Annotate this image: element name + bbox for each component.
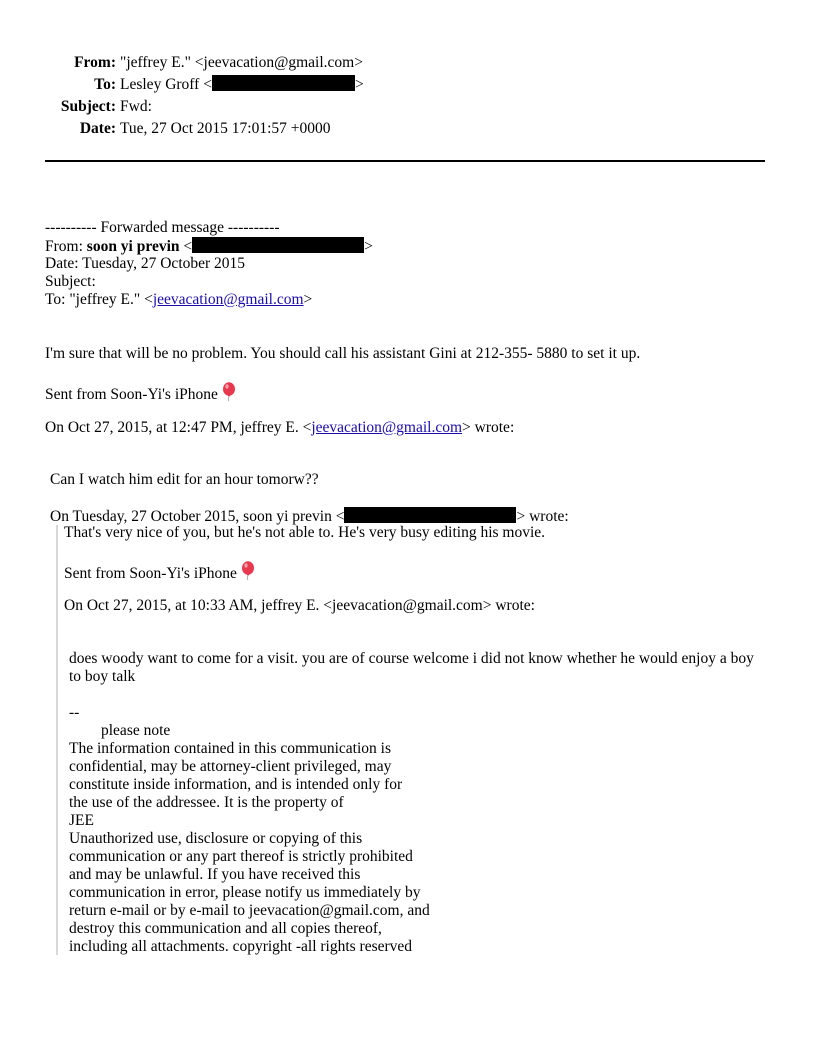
header-from-row <box>0 52 816 74</box>
quote-bar <box>56 525 58 955</box>
reply-1-signature <box>45 382 770 403</box>
forward-to-close: > <box>303 291 313 308</box>
balloon-icon <box>222 382 236 407</box>
attribution-suffix: > wrote: <box>462 419 515 436</box>
from-label: From: <box>74 54 116 71</box>
header-divider <box>45 160 765 162</box>
reply-2-signature <box>64 561 774 582</box>
message-2-text: Can I watch him edit for an hour tomorw?? <box>50 471 319 488</box>
disclaimer-block <box>69 740 769 956</box>
disclaimer-line: The information contained in this communication is <box>69 740 391 757</box>
message-2-attribution <box>50 507 775 525</box>
to-name: Lesley Groff < <box>120 76 212 93</box>
signature-separator: -- <box>69 704 80 721</box>
reply-2-text: That's very nice of you, but he's not able to. He's very busy editing his movie. <box>64 524 546 541</box>
forward-date-line: Date: Tuesday, 27 October 2015 <box>45 255 246 272</box>
balloon-icon <box>241 561 255 586</box>
disclaimer-line: Unauthorized use, disclosure or copying of this <box>69 830 363 847</box>
to-value <box>120 74 364 96</box>
original-message <box>69 650 769 956</box>
signature-text: Sent from Soon-Yi's iPhone <box>45 386 218 403</box>
please-note: please note <box>101 722 171 739</box>
date-label: Date: <box>79 120 116 137</box>
forward-from-name: soon yi previn <box>86 238 180 255</box>
disclaimer-line: return e-mail or by e-mail to jeevacation@gmail.com, and <box>69 902 430 919</box>
header-subject-row <box>0 96 816 118</box>
email-header <box>0 52 816 140</box>
reply-2-attribution: On Oct 27, 2015, at 10:33 AM, jeffrey E. <jeevacation@gmail.com> wrote: <box>64 597 535 614</box>
signature-text: Sent from Soon-Yi's iPhone <box>64 565 237 582</box>
reply-1 <box>45 345 770 437</box>
reply-2 <box>64 524 774 615</box>
redaction-bar <box>192 237 364 253</box>
forwarded-message <box>45 219 770 309</box>
header-date-row <box>0 118 816 140</box>
disclaimer-line: communication in error, please notify us immediately by <box>69 884 421 901</box>
disclaimer-line: constitute inside information, and is intended only for <box>69 776 403 793</box>
redaction-bar <box>212 75 355 91</box>
disclaimer-line: destroy this communication and all copies thereof, <box>69 920 382 937</box>
to-close: > <box>354 76 364 93</box>
reply-1-text: I'm sure that will be no problem. You should call his assistant Gini at 212-355- 5880 to set it up. <box>45 345 641 362</box>
subject-label: Subject: <box>60 98 116 115</box>
attribution-email-link[interactable]: jeevacation@gmail.com <box>311 419 463 436</box>
attribution-suffix: > wrote: <box>516 508 569 525</box>
disclaimer-line: and may be unlawful. If you have received this <box>69 866 361 883</box>
disclaimer-line: communication or any part thereof is strictly prohibited <box>69 848 413 865</box>
disclaimer-line: including all attachments. copyright -all rights reserved <box>69 938 413 955</box>
to-label: To: <box>94 76 116 93</box>
forward-from-open: < <box>179 238 193 255</box>
header-to-row <box>0 74 816 96</box>
disclaimer-line: the use of the addressee. It is the property of <box>69 794 344 811</box>
reply-1-attribution <box>45 419 770 437</box>
forward-from-line <box>45 237 770 255</box>
date-value: Tue, 27 Oct 2015 17:01:57 +0000 <box>120 120 331 137</box>
attribution-prefix: On Tuesday, 27 October 2015, soon yi previn < <box>50 508 345 525</box>
disclaimer-line: JEE <box>69 812 94 829</box>
forward-divider: ---------- Forwarded message ---------- <box>45 219 280 236</box>
forward-to-line <box>45 291 770 309</box>
forward-from-prefix: From: <box>45 238 87 255</box>
redaction-bar <box>344 507 516 523</box>
forward-subject-line: Subject: <box>45 273 96 290</box>
disclaimer-line: confidential, may be attorney-client privileged, may <box>69 758 392 775</box>
from-value: "jeffrey E." <jeevacation@gmail.com> <box>120 54 363 71</box>
forward-from-close: > <box>364 238 373 255</box>
attribution-prefix: On Oct 27, 2015, at 12:47 PM, jeffrey E. < <box>45 419 312 436</box>
message-2 <box>50 471 775 525</box>
subject-value: Fwd: <box>120 98 152 115</box>
original-text: does woody want to come for a visit. you are of course welcome i did not know whether he would enjoy a boy to boy talk <box>69 650 754 685</box>
forward-to-email-link[interactable]: jeevacation@gmail.com <box>152 291 304 308</box>
forward-to-prefix: To: "jeffrey E." < <box>45 291 153 308</box>
